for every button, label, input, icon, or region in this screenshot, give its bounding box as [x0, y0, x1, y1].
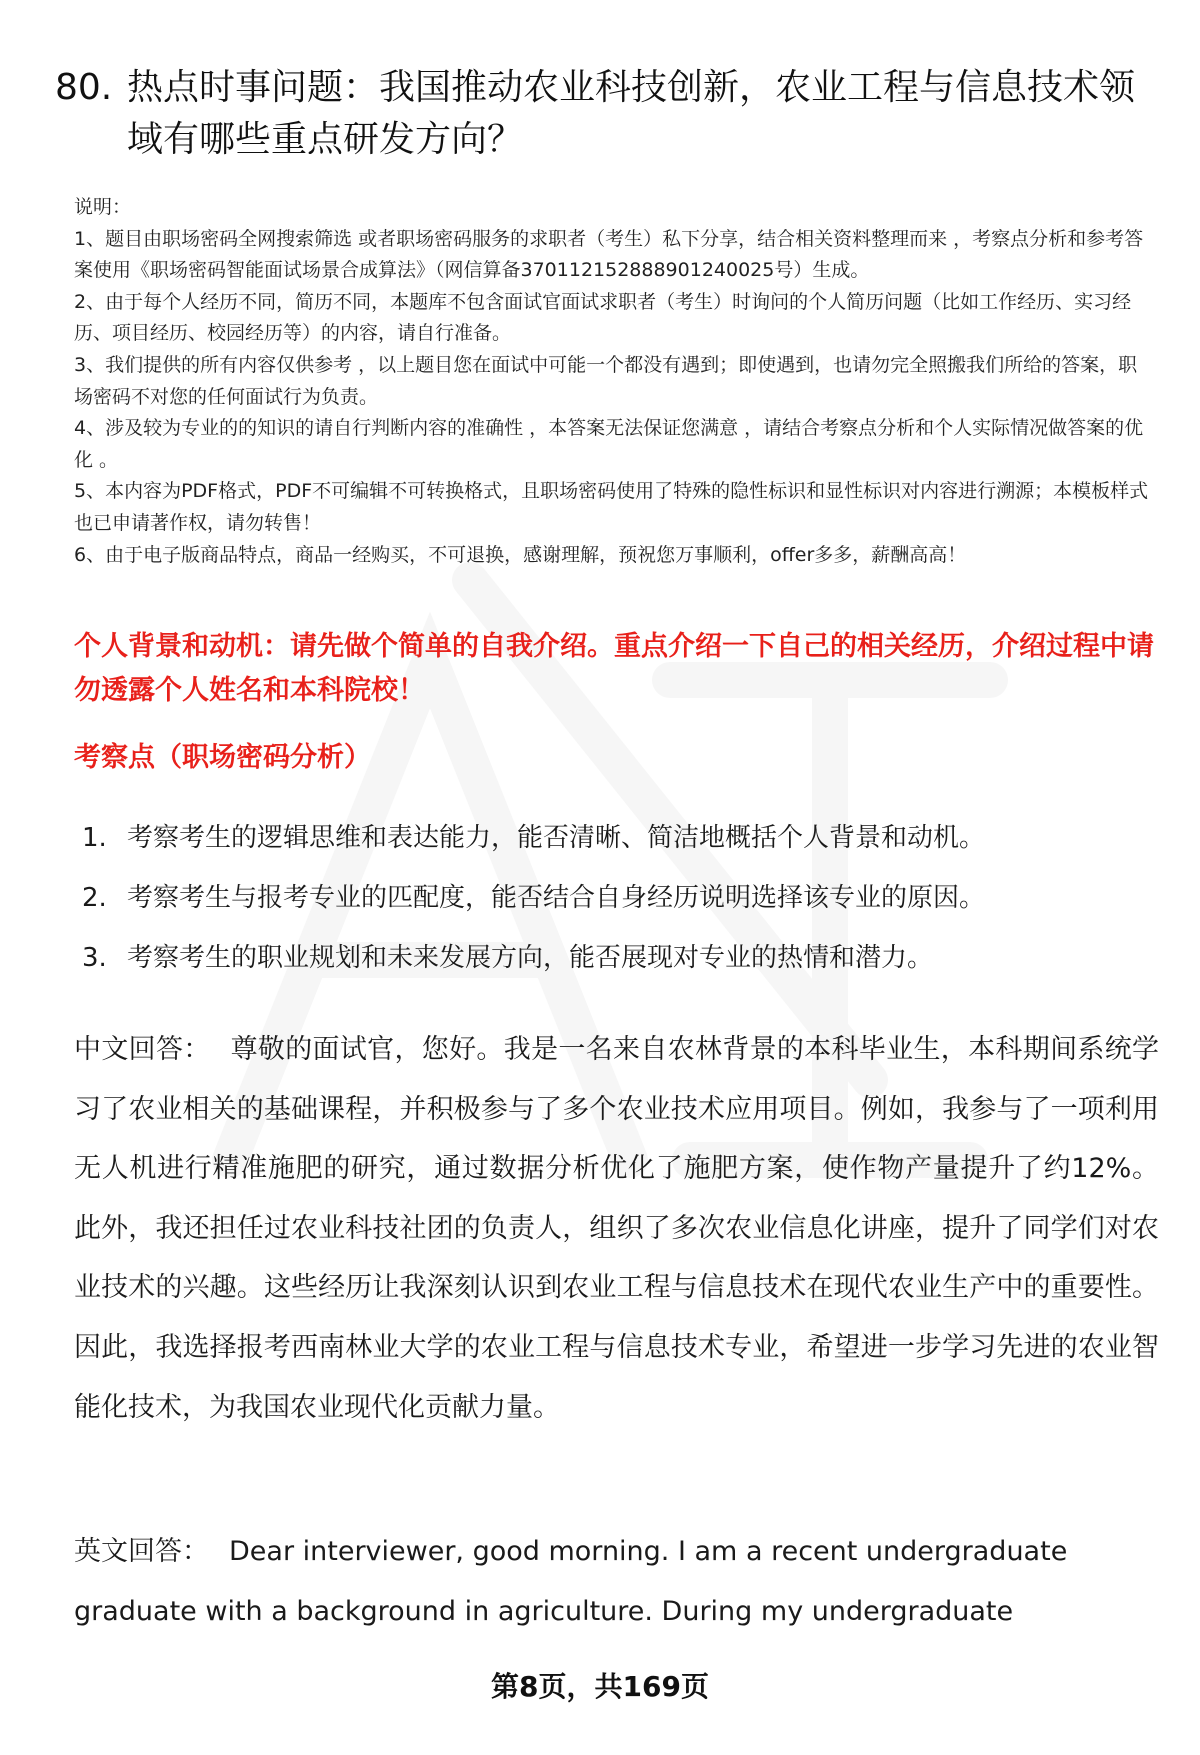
note-item: 2、由于每个人经历不同，简历不同，本题库不包含面试官面试求职者（考生）时询问的个人简历问题（比如工作经历、实习经历、项目经历、校园经历等）的内容，请自行准备。 [74, 290, 1132, 345]
notes-section [74, 192, 1154, 571]
note-item: 1、题目由职场密码全网搜索筛选 或者职场密码服务的求职者（考生）私下分享，结合相关资料整理而来 ，考察点分析和参考答案使用《职场密码智能面试场景合成算法》（网信算备370112152888901240025号）生成。 [74, 227, 1144, 282]
answer-chinese [74, 1020, 1159, 1437]
question-title [55, 62, 1155, 166]
answer-chinese-label: 中文回答： [74, 1034, 211, 1065]
notes-title: 说明： [74, 196, 132, 218]
question-text: 热点时事问题：我国推动农业科技创新，农业工程与信息技术领域有哪些重点研发方向？ [127, 67, 1136, 160]
list-item [82, 808, 1152, 868]
note-item: 3、我们提供的所有内容仅供参考 ，以上题目您在面试中可能一个都没有遇到；即使遇到，也请勿完全照搬我们所给的答案，职场密码不对您的任何面试行为负责。 [74, 353, 1138, 408]
section-heading: 个人背景和动机：请先做个简单的自我介绍。重点介绍一下自己的相关经历，介绍过程中请勿透露个人姓名和本科院校！ [74, 631, 1154, 706]
list-item [82, 868, 1152, 928]
list-item-number: 3. [82, 943, 107, 973]
answer-english [74, 1522, 1159, 1641]
analysis-title: 考察点（职场密码分析） [74, 742, 371, 773]
list-item-text: 考察考生与报考专业的匹配度，能否结合自身经历说明选择该专业的原因。 [127, 883, 986, 913]
list-item-number: 1. [82, 823, 107, 853]
answer-english-text: Dear interviewer, good morning. I am a recent undergraduate graduate with a background in agriculture. During my undergraduate [74, 1536, 1068, 1627]
note-item: 4、涉及较为专业的的知识的请自行判断内容的准确性 ，本答案无法保证您满意 ，请结合考察点分析和个人实际情况做答案的优化 。 [74, 417, 1144, 471]
question-number: 80. [55, 67, 113, 108]
list-item [82, 928, 1152, 988]
note-item: 5、本内容为PDF格式，PDF不可编辑不可转换格式，且职场密码使用了特殊的隐性标识和显性标识对内容进行溯源；本模板样式也已申请著作权，请勿转售！ [74, 480, 1149, 534]
note-item: 6、由于电子版商品特点，商品一经购买，不可退换，感谢理解，预祝您万事顺利，offer多多，薪酬高高！ [74, 543, 967, 566]
answer-chinese-text: 尊敬的面试官，您好。我是一名来自农林背景的本科毕业生，本科期间系统学习了农业相关的基础课程，并积极参与了多个农业技术应用项目。例如，我参与了一项利用无人机进行精准施肥的研究，通过数据分析优化了施肥方案，使作物产量提升了约12%。此外，我还担任过农业科技社团的负责人，组织了多次农业信息化讲座，提升了同学们对农业技术的兴趣。这些经历让我深刻认识到农业工程与信息技术在现代农业生产中的重要性。因此，我选择报考西南林业大学的农业工程与信息技术专业，希望进一步学习先进的农业智能化技术，为我国农业现代化贡献力量。 [74, 1034, 1160, 1423]
list-item-number: 2. [82, 883, 107, 913]
list-item-text: 考察考生的职业规划和未来发展方向，能否展现对专业的热情和潜力。 [127, 943, 934, 973]
list-item-text: 考察考生的逻辑思维和表达能力，能否清晰、简洁地概括个人背景和动机。 [127, 823, 986, 853]
answer-english-label: 英文回答： [74, 1536, 209, 1567]
page-footer: 第8页，共169页 [491, 1670, 709, 1703]
analysis-points [82, 808, 1152, 988]
